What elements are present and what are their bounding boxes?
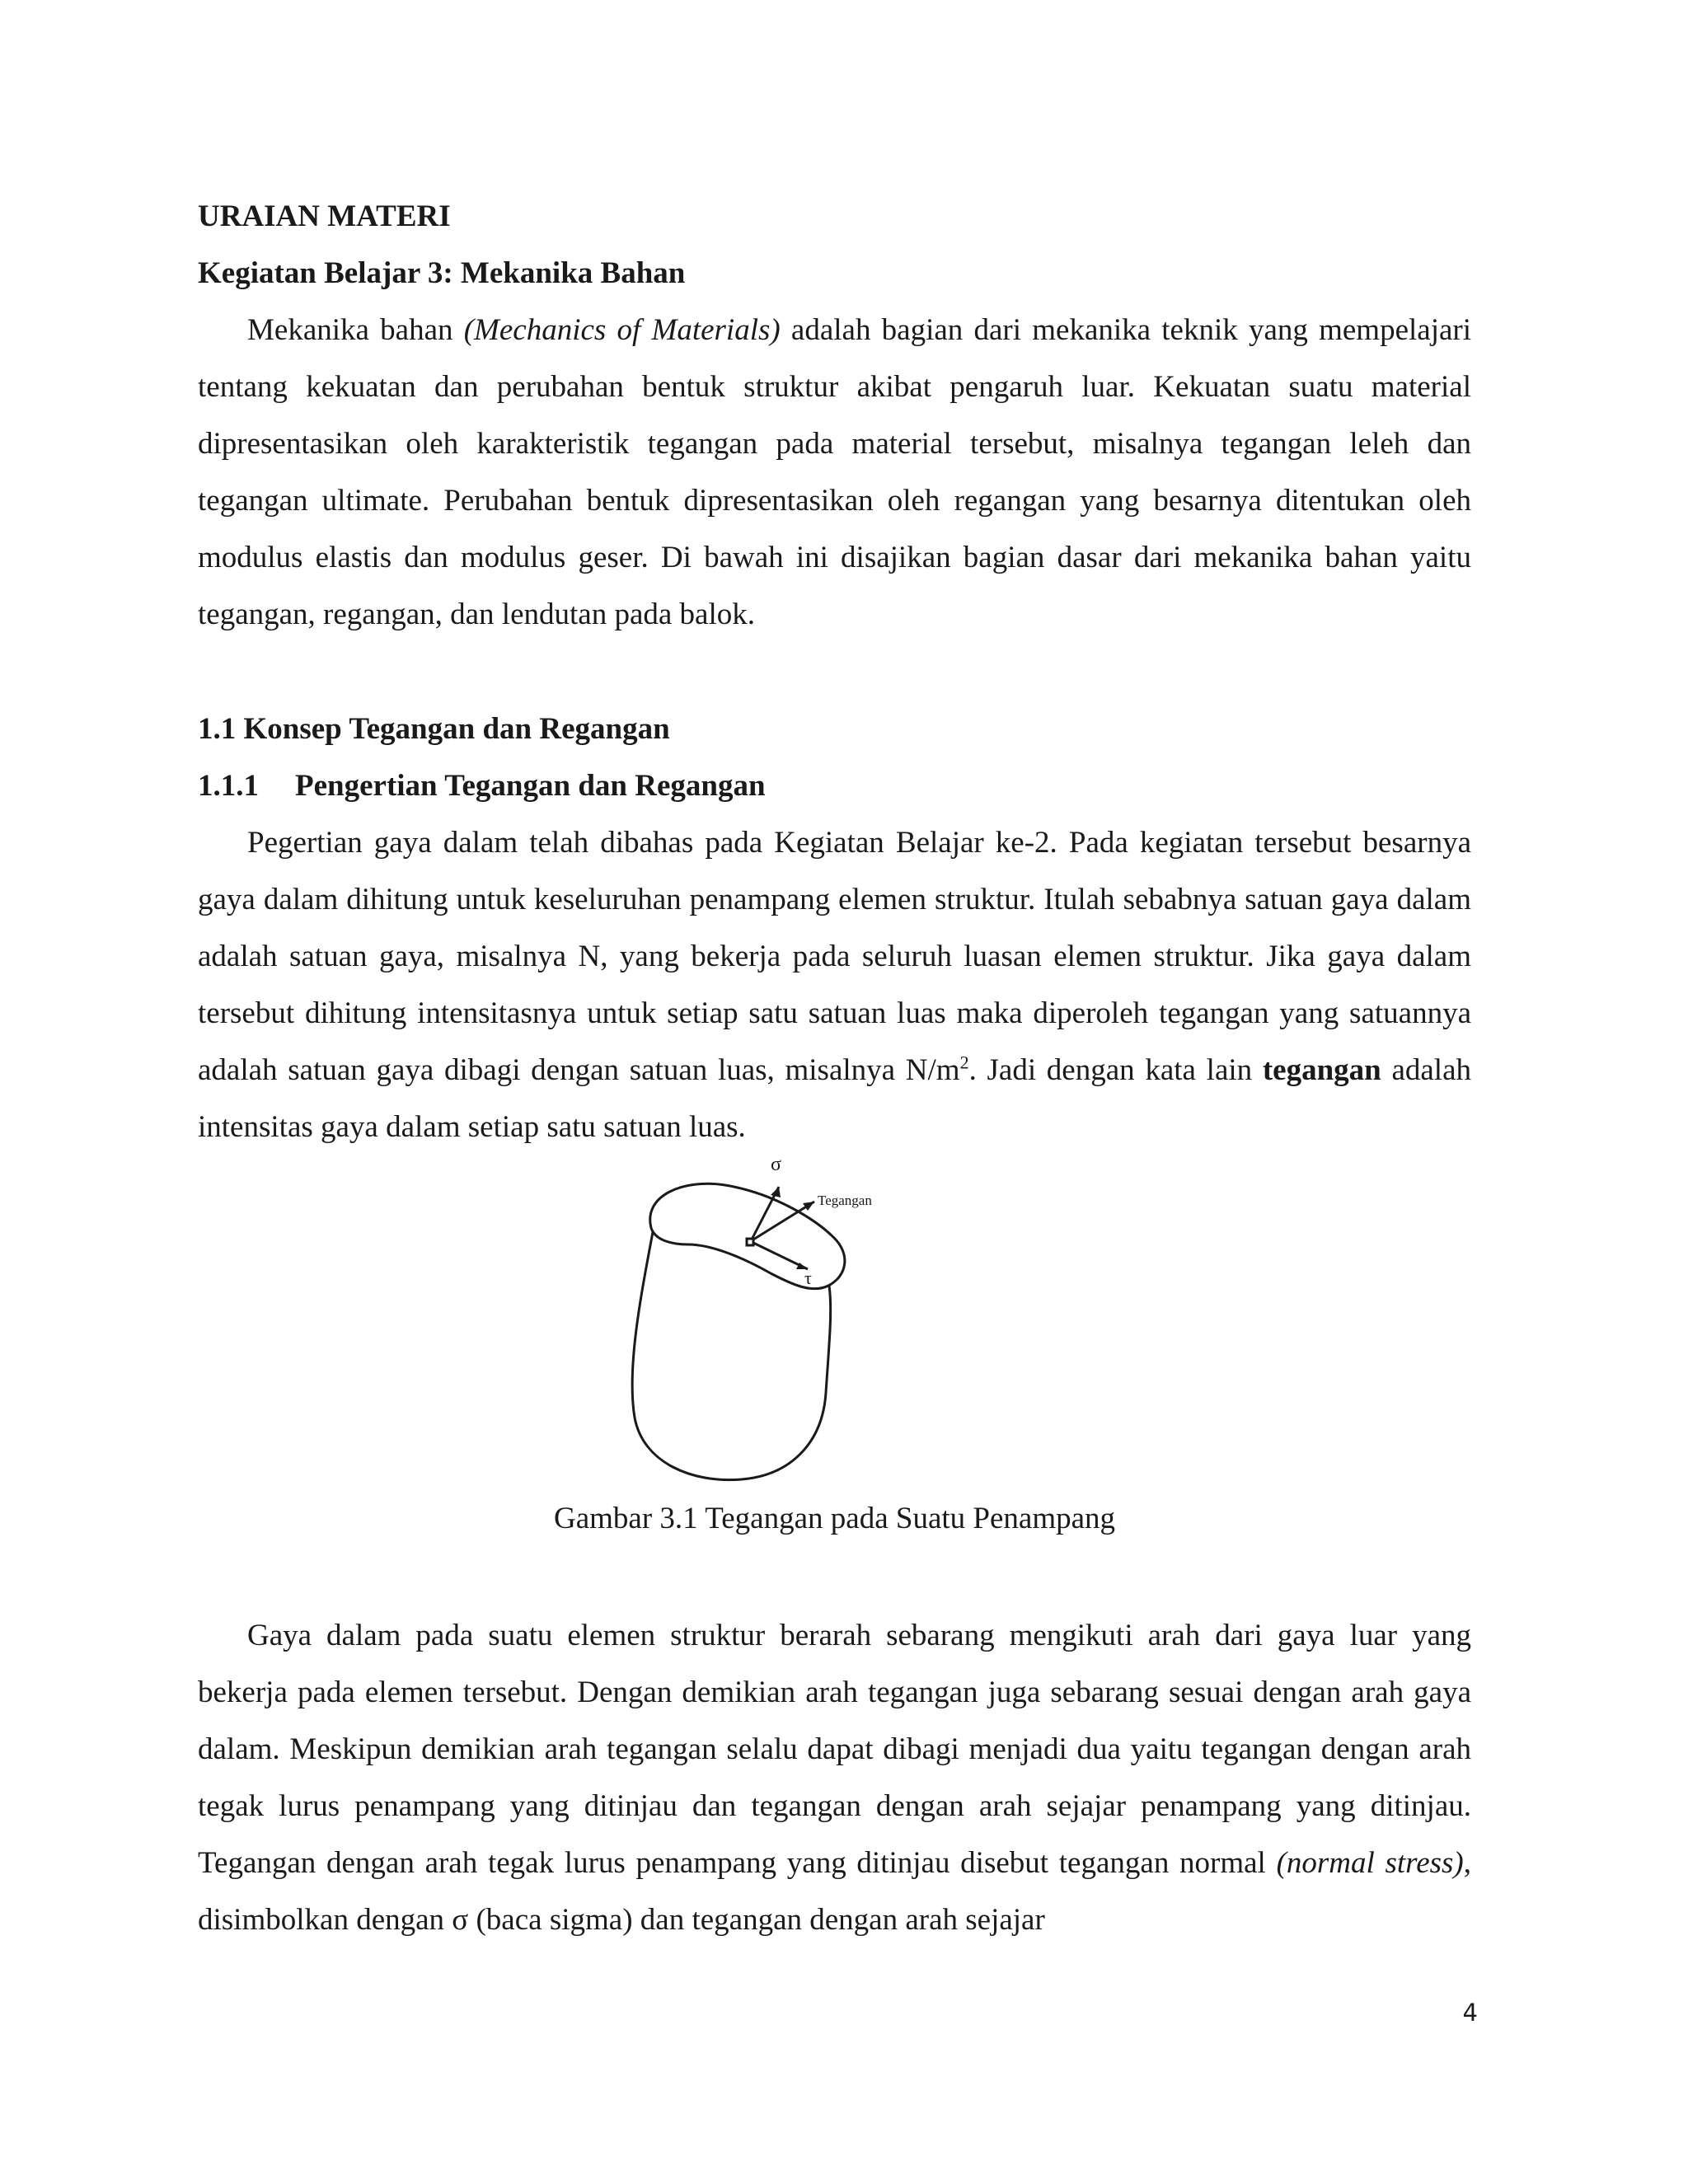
subsection-number: 1.1.1 xyxy=(198,769,259,803)
normal-stress-term: (normal stress) xyxy=(1276,1846,1464,1880)
para2-text-a: Pegertian gaya dalam telah dibahas pada Kegiatan Belajar ke-2. Pada kegiatan tersebut besarnya gaya dalam dihitung untuk keseluruhan penampang elemen struktur. Itulah sebabnya satuan gaya dalam adalah satuan gaya, misalnya N, yang bekerja pada seluruh luasan elemen struktur. Jika gaya dalam tersebut dihitung intensitasnya untuk setiap satu satuan luas maka diperoleh tegangan yang satuannya adalah satuan gaya dibagi dengan satuan luas, misalnya N/m xyxy=(198,826,1471,1087)
cross-section-outline xyxy=(650,1183,845,1288)
stress-definition-paragraph xyxy=(198,814,1471,1155)
para3-text-a: Gaya dalam pada suatu elemen struktur berarah sebarang mengikuti arah dari gaya luar yang bekerja pada elemen tersebut. Dengan demikian arah tegangan juga sebarang sesuai dengan arah gaya dalam. Meskipun demikian arah tegangan selalu dapat dibagi menjadi dua yaitu tegangan dengan arah tegak lurus penampang yang ditinjau dan tegangan dengan arah sejajar penampang yang ditinjau. Tegangan dengan arah tegak lurus penampang yang ditinjau disebut tegangan normal xyxy=(198,1619,1471,1880)
tegangan-arrowhead xyxy=(803,1202,814,1211)
unit-superscript: 2 xyxy=(959,1052,969,1073)
para3-text-b: , disimbolkan dengan σ (baca sigma) dan tegangan dengan arah sejajar xyxy=(198,1846,1471,1937)
page-number: 4 xyxy=(1462,1999,1478,2027)
para2-text-b: . Jadi dengan kata lain xyxy=(968,1053,1263,1087)
intro-text-start: Mekanika bahan xyxy=(247,313,464,347)
stress-direction-paragraph xyxy=(198,1607,1471,1948)
body-left-side xyxy=(632,1232,831,1480)
intro-paragraph xyxy=(198,302,1471,643)
bold-term-tegangan: tegangan xyxy=(1262,1053,1381,1087)
main-heading: URAIAN MATERI xyxy=(198,199,451,233)
content-top xyxy=(198,188,1471,643)
tegangan-label: Tegangan xyxy=(818,1193,872,1208)
sigma-label: σ xyxy=(771,1154,781,1175)
subsection-heading xyxy=(198,757,1471,814)
intro-text-rest: adalah bagian dari mekanika teknik yang mempelajari tentang kekuatan dan perubahan bentuk struktur akibat pengaruh luar. Kekuatan suatu material dipresentasikan oleh karakteristik tegangan pada material tersebut, misalnya tegangan leleh dan tegangan ultimate. Perubahan bentuk dipresentasikan oleh regangan yang besarnya ditentukan oleh modulus elastis dan modulus geser. Di bawah ini disajikan bagian dasar dari mekanika bahan yaitu tegangan, regangan, dan lendutan pada balok. xyxy=(198,313,1472,631)
figure-caption: Gambar 3.1 Tegangan pada Suatu Penampang xyxy=(553,1502,1116,1535)
content-bottom xyxy=(198,1607,1471,1948)
para2-text-c: adalah intensitas gaya dalam setiap satu satuan luas. xyxy=(198,1053,1472,1144)
subsection-title: Pengertian Tegangan dan Regangan xyxy=(295,769,766,803)
tau-label: τ xyxy=(804,1268,812,1288)
sigma-arrowhead xyxy=(771,1187,781,1197)
section-block xyxy=(198,701,1471,1155)
stress-section-figure xyxy=(610,1146,940,1492)
section-heading: 1.1 Konsep Tegangan dan Regangan xyxy=(198,712,670,746)
activity-heading: Kegiatan Belajar 3: Mekanika Bahan xyxy=(198,256,686,290)
intro-italic-term: (Mechanics of Materials) xyxy=(463,313,781,347)
